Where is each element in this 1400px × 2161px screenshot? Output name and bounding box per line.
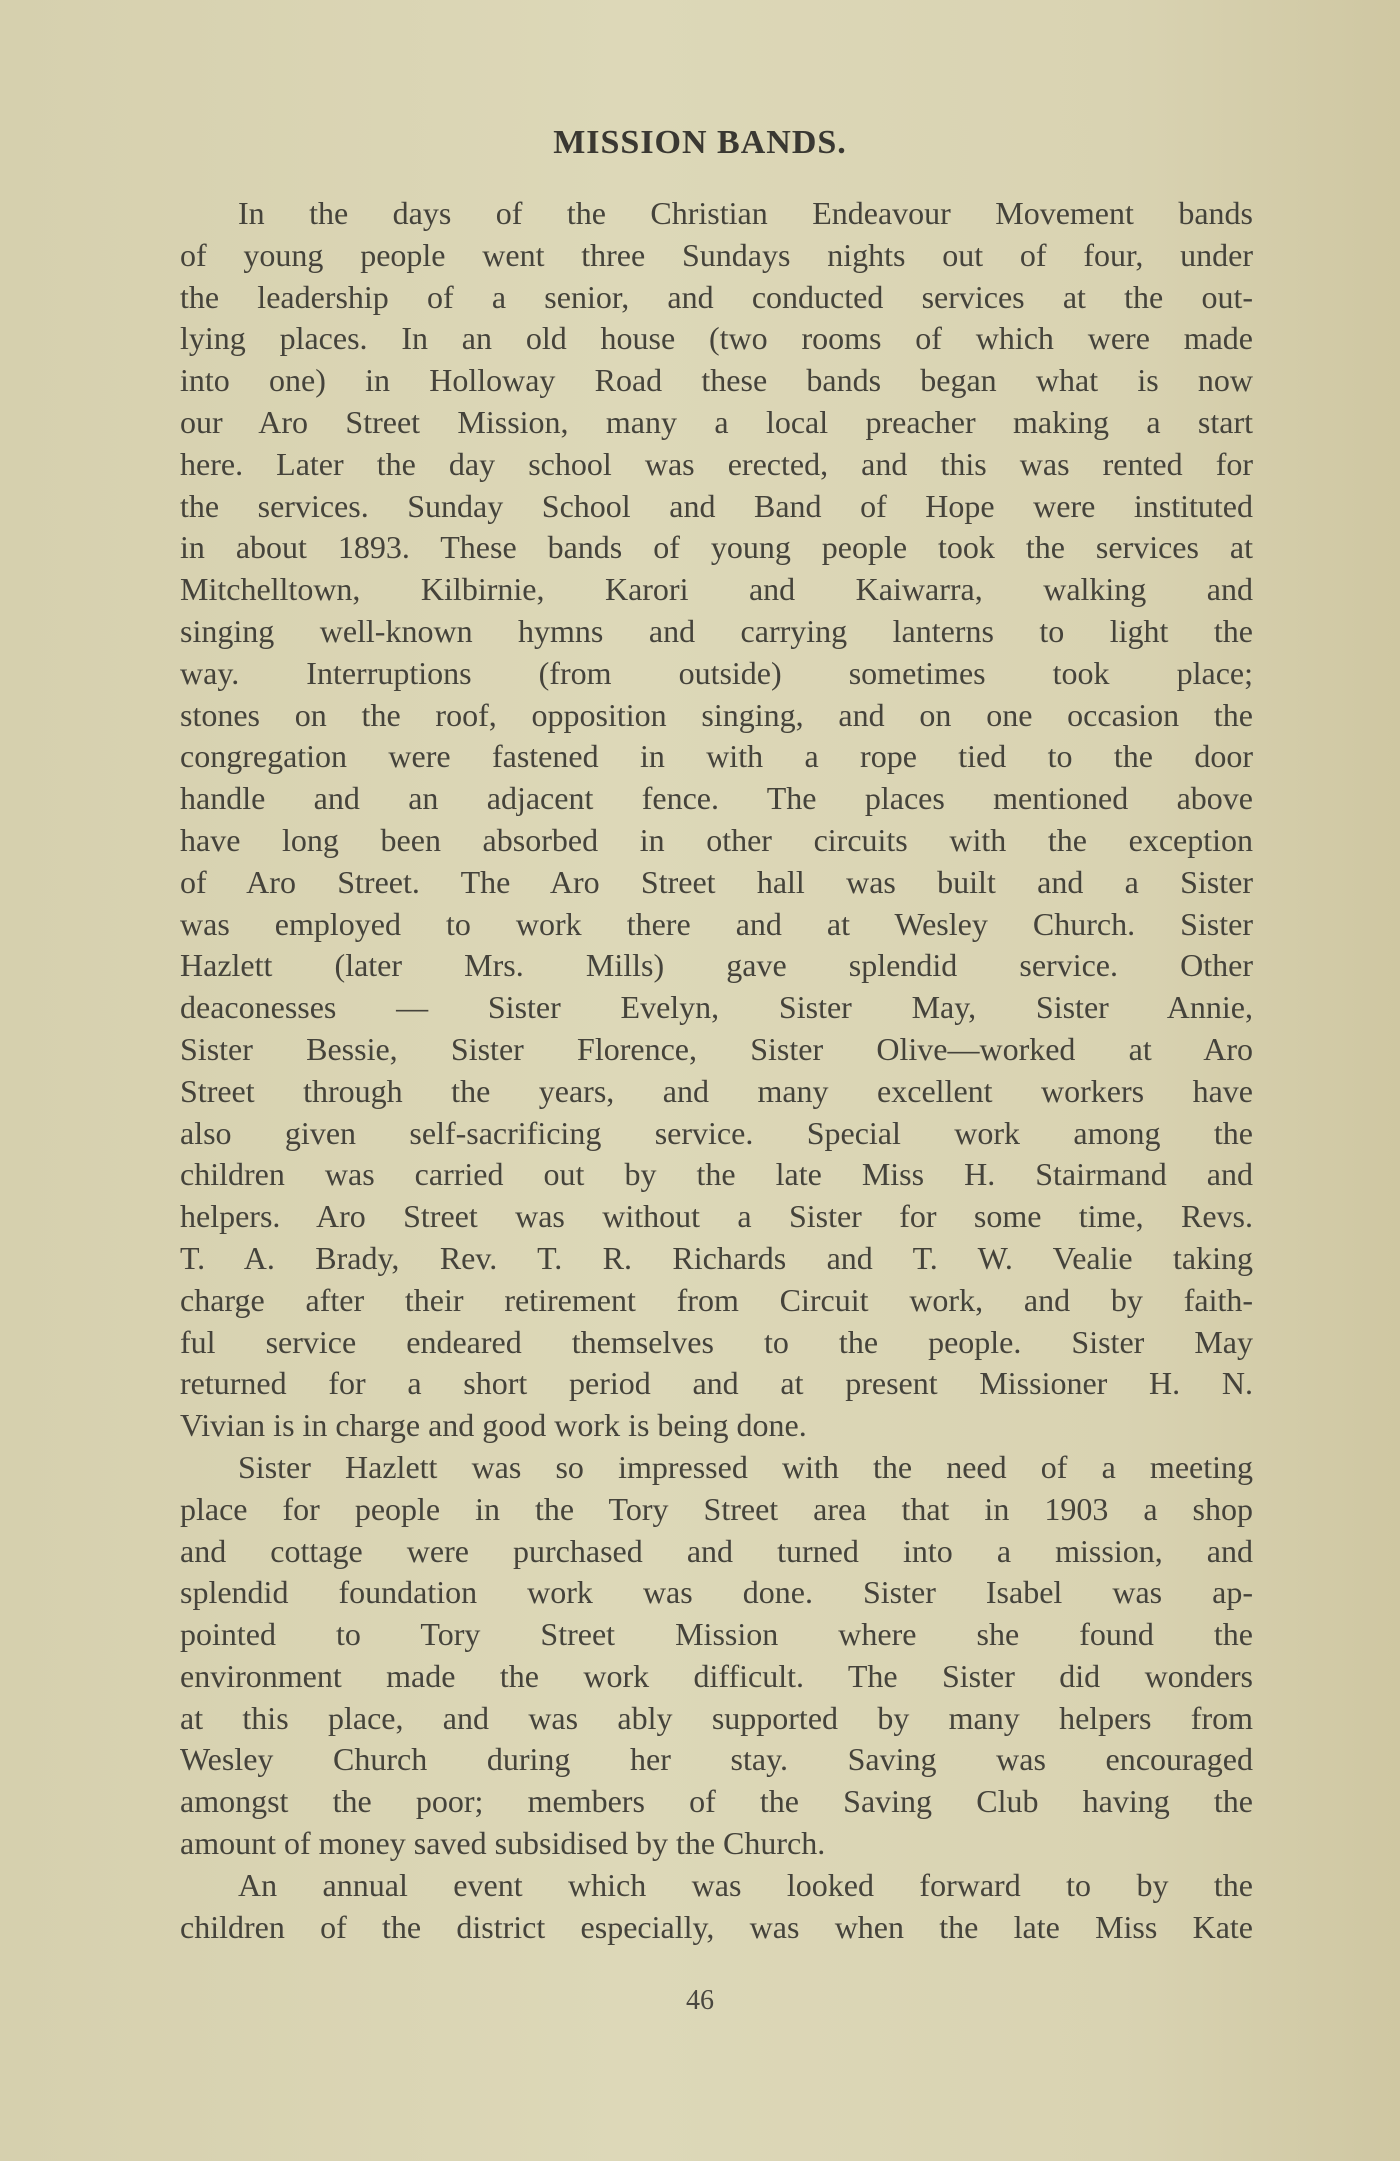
text-line: our Aro Street Mission, many a local preacher making a start (180, 403, 1253, 440)
text-line: stones on the roof, opposition singing, and on one occasion the (180, 696, 1253, 733)
text-line: deaconesses — Sister Evelyn, Sister May, Sister Annie, (180, 989, 1253, 1026)
text-line: place for people in the Tory Street area that in 1903 a shop (180, 1490, 1253, 1527)
text-line: way. Interruptions (from outside) sometimes took place; (180, 654, 1253, 691)
text-line: handle and an adjacent fence. The places mentioned above (180, 780, 1253, 817)
text-line: amount of money saved subsidised by the Church. (180, 1825, 826, 1862)
text-line: environment made the work difficult. The Sister did wonders (180, 1657, 1253, 1694)
text-line: also given self-sacrificing service. Special work among the (180, 1114, 1253, 1151)
page-title: MISSION BANDS. (553, 124, 847, 161)
text-line: In the days of the Christian Endeavour Movement bands (238, 195, 1253, 231)
text-line: lying places. In an old house (two rooms of which were made (180, 320, 1253, 357)
text-line: Hazlett (later Mrs. Mills) gave splendid service. Other (180, 947, 1253, 984)
text-line: helpers. Aro Street was without a Sister for some time, Revs. (180, 1198, 1253, 1235)
text-line: and cottage were purchased and turned into a mission, and (180, 1532, 1253, 1569)
text-line: have long been absorbed in other circuits with the exception (180, 821, 1253, 858)
text-line: Vivian is in charge and good work is being done. (180, 1407, 807, 1444)
text-line: of Aro Street. The Aro Street hall was built and a Sister (180, 863, 1253, 900)
text-line: Wesley Church during her stay. Saving was encouraged (180, 1741, 1253, 1778)
text-line: at this place, and was ably supported by many helpers from (180, 1699, 1253, 1736)
text-line: Sister Bessie, Sister Florence, Sister Olive—worked at Aro (180, 1030, 1253, 1067)
page-number: 46 (686, 1985, 714, 2016)
text-line: the services. Sunday School and Band of Hope were instituted (180, 487, 1253, 524)
body-text (180, 193, 1253, 1948)
text-line: in about 1893. These bands of young people took the services at (180, 529, 1253, 566)
text-line: Sister Hazlett was so impressed with the need of a meeting (238, 1448, 1253, 1485)
text-line: charge after their retirement from Circuit work, and by faith- (180, 1281, 1253, 1318)
text-line: Street through the years, and many excellent workers have (180, 1072, 1253, 1109)
text-line: ful service endeared themselves to the people. Sister May (180, 1323, 1253, 1360)
text-line: children of the district especially, was when the late Miss Kate (180, 1908, 1253, 1945)
text-line: children was carried out by the late Miss H. Stairmand and (180, 1156, 1253, 1193)
text-line: singing well-known hymns and carrying lanterns to light the (180, 612, 1253, 649)
text-line: was employed to work there and at Wesley Church. Sister (180, 905, 1253, 942)
text-line: of young people went three Sundays nights out of four, under (180, 236, 1253, 273)
text-line: pointed to Tory Street Mission where she found the (180, 1616, 1253, 1653)
text-line: T. A. Brady, Rev. T. R. Richards and T. W. Vealie taking (180, 1239, 1253, 1276)
text-line: Mitchelltown, Kilbirnie, Karori and Kaiwarra, walking and (180, 571, 1253, 608)
text-line: amongst the poor; members of the Saving Club having the (180, 1783, 1253, 1820)
text-line: the leadership of a senior, and conducted services at the out- (180, 278, 1253, 315)
text-line: congregation were fastened in with a rope tied to the door (180, 738, 1253, 775)
text-line: into one) in Holloway Road these bands began what is now (180, 362, 1253, 399)
text-line: here. Later the day school was erected, and this was rented for (180, 445, 1253, 482)
text-line: An annual event which was looked forward to by the (238, 1866, 1253, 1903)
text-line: returned for a short period and at present Missioner H. N. (180, 1365, 1253, 1402)
text-line: splendid foundation work was done. Sister Isabel was ap- (180, 1574, 1253, 1611)
